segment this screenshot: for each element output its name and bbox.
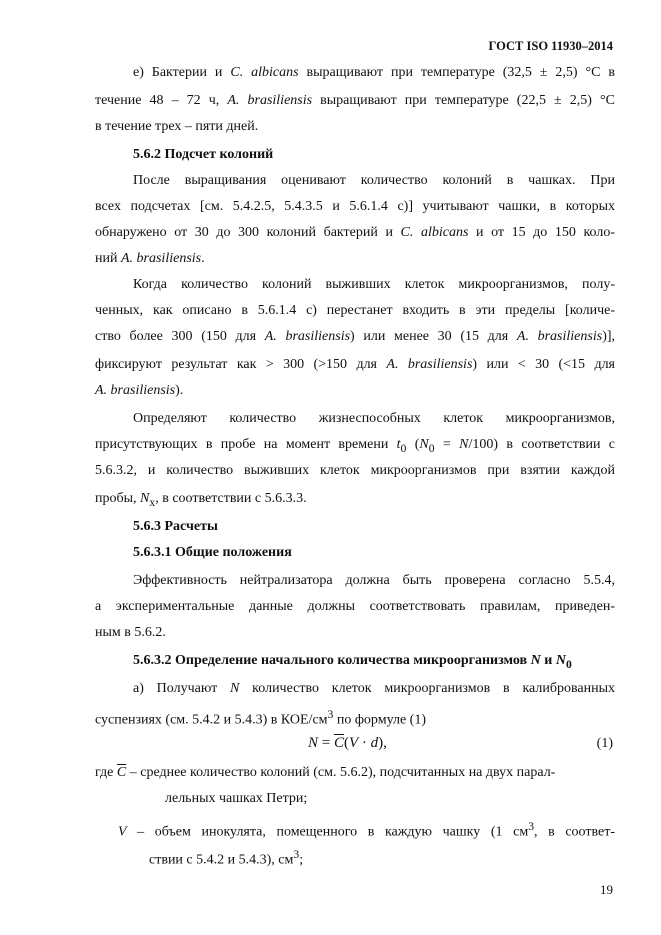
page-number: 19 (600, 882, 613, 897)
p2-line-1: Когда количество колоний выживших клеток микроорганизмов, полу- (133, 277, 615, 292)
para-e-line-3: в течение трех – пяти дней. (95, 119, 259, 134)
para-e-line-1: e) Бактерии и C. albicans выращивают при температуре (32,5 ± 2,5) °C в (133, 65, 615, 80)
p4-line-2: а экспериментальные данные должны соответствовать правилам, приведен- (95, 599, 615, 614)
p3-line-3: 5.6.3.2, и количество выживших клеток микроорганизмов при взятии каждой (95, 463, 615, 478)
section-heading-5-6-2: 5.6.2 Подсчет колоний (133, 147, 274, 162)
p5-line-1: a) Получают N количество клеток микроорганизмов в калиброванных (133, 681, 615, 696)
p2-line-2: ченных, как описано в 5.6.1.4 c) перестанет входить в эти пределы [количе- (95, 303, 615, 318)
section-heading-5-6-3: 5.6.3 Расчеты (133, 519, 218, 534)
where-c-line-2: лельных чашках Петри; (165, 791, 308, 806)
p2-line-5: A. brasiliensis). (95, 383, 184, 398)
p2-line-3: ство более 300 (150 для A. brasiliensis) или менее 30 (15 для A. brasiliensis)], (95, 329, 616, 344)
p1-line-2: всех подсчетах [см. 5.4.2.5, 5.4.3.5 и 5.6.1.4 c)] учитывают чашки, в которых (95, 199, 615, 214)
p3-line-4: пробы, $N_x$, в соответствии с 5.6.3.3. (95, 491, 307, 509)
formula-number: (1) (596, 736, 613, 751)
document-header-id: ГОСТ ISO 11930–2014 (488, 39, 613, 53)
p1-line-4: ний A. brasiliensis. (95, 251, 205, 266)
where-v-line-1: V – объем инокулята, помещенного в каждую чашку (1 $см^3$, в соответ- (118, 820, 616, 840)
p3-line-1: Определяют количество жизнеспособных клеток микроорганизмов, (133, 411, 615, 426)
p1-line-1: После выращивания оценивают количество колоний в чашках. При (133, 173, 615, 188)
where-c-line-1: где $\overline{C}$ – среднее количество колоний (см. 5.6.2), подсчитанных на двух парал- (95, 765, 556, 780)
p3-line-2: присутствующих в пробе на момент времени $t_0$ $(N_0 = N/100)$ в соответствии с (95, 437, 615, 455)
where-v-line-2: ствии с 5.4.2 и 5.4.3), $см^3$; (149, 848, 304, 868)
p5-line-2: суспензиях (см. 5.4.2 и 5.4.3) в КОЕ/$см^3$ по формуле (1) (95, 708, 426, 728)
p1-line-3: обнаружено от 30 до 300 колоний бактерий и C. albicans и от 15 до 150 коло- (95, 225, 616, 240)
formula-1: $N = \overline{C}(V \cdot d)$, (308, 735, 387, 751)
p2-line-4: фиксируют результат как > 300 (>150 для A. brasiliensis) или < 30 (<15 для (95, 357, 616, 372)
p4-line-3: ным в 5.6.2. (95, 625, 166, 640)
p4-line-1: Эффективность нейтрализатора должна быть проверена согласно 5.5.4, (133, 573, 615, 588)
para-e-line-2: течение 48 – 72 ч, A. brasiliensis выращивают при температуре (22,5 ± 2,5) °C (95, 93, 615, 108)
section-heading-5-6-3-2: 5.6.3.2 Определение начального количества микроорганизмов N и $N_0$ (133, 653, 572, 671)
section-heading-5-6-3-1: 5.6.3.1 Общие положения (133, 545, 292, 560)
